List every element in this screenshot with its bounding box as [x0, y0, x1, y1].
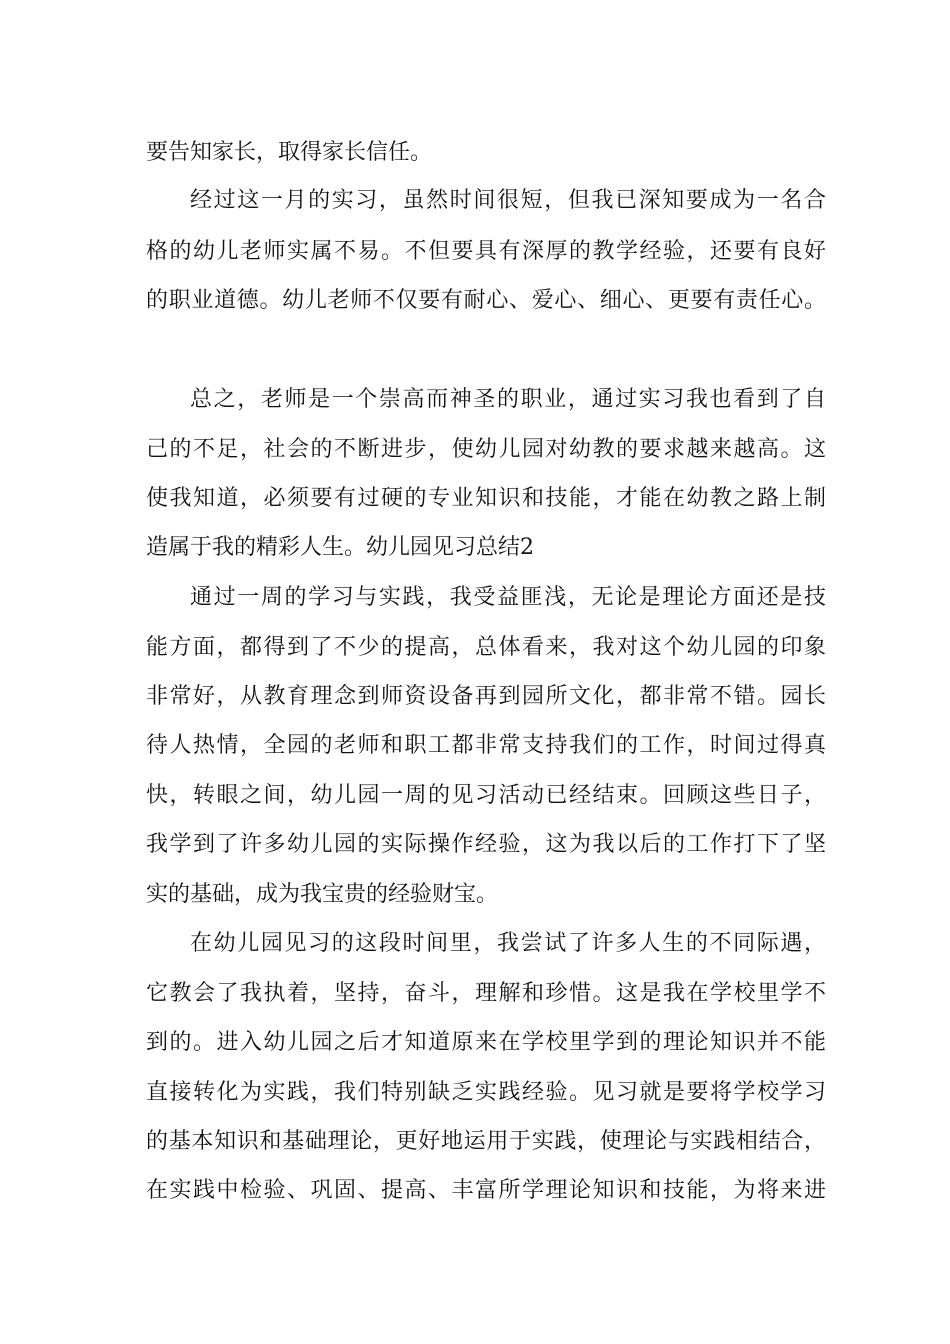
- text-line: 格的幼儿老师实属不易。不但要具有深厚的教学经验，还要有良好: [146, 239, 826, 264]
- text-line: 能方面，都得到了不少的提高，总体看来，我对这个幼儿园的印象: [146, 635, 826, 660]
- text-line: 要告知家长，取得家长信任。: [146, 140, 433, 165]
- text-line: 快，转眼之间，幼儿园一周的见习活动已经结束。回顾这些日子，: [146, 783, 826, 808]
- text-line: 的基本知识和基础理论，更好地运用于实践，使理论与实践相结合，: [146, 1129, 826, 1154]
- text-line: 我学到了许多幼儿园的实际操作经验，这为我以后的工作打下了坚: [146, 832, 826, 857]
- text-line: 通过一周的学习与实践，我受益匪浅，无论是理论方面还是技: [190, 585, 826, 610]
- text-line: 造属于我的精彩人生。幼儿园见习总结2: [146, 535, 534, 560]
- text-line: 到的。进入幼儿园之后才知道原来在学校里学到的理论知识并不能: [146, 1030, 826, 1055]
- text-line: 它教会了我执着，坚持，奋斗，理解和珍惜。这是我在学校里学不: [146, 981, 826, 1006]
- text-line: 待人热情，全园的老师和职工都非常支持我们的工作，时间过得真: [146, 733, 826, 758]
- text-line: 在幼儿园见习的这段时间里，我尝试了许多人生的不同际遇，: [190, 931, 826, 956]
- text-line: 使我知道，必须要有过硬的专业知识和技能，才能在幼教之路上制: [146, 486, 826, 511]
- text-line: 己的不足，社会的不断进步，使幼儿园对幼教的要求越来越高。这: [146, 437, 826, 462]
- text-line: 经过这一月的实习，虽然时间很短，但我已深知要成为一名合: [190, 188, 826, 213]
- text-line: 在实践中检验、巩固、提高、丰富所学理论知识和技能，为将来进: [146, 1178, 826, 1203]
- text-line: 直接转化为实践，我们特别缺乏实践经验。见习就是要将学校学习: [146, 1080, 826, 1105]
- text-line: 总之，老师是一个崇高而神圣的职业，通过实习我也看到了自: [190, 387, 826, 412]
- text-line: 的职业道德。幼儿老师不仅要有耐心、爱心、细心、更要有责任心。: [146, 288, 826, 313]
- text-line: 实的基础，成为我宝贵的经验财宝。: [146, 882, 499, 907]
- text-line: 非常好，从教育理念到师资设备再到园所文化，都非常不错。园长: [146, 684, 826, 709]
